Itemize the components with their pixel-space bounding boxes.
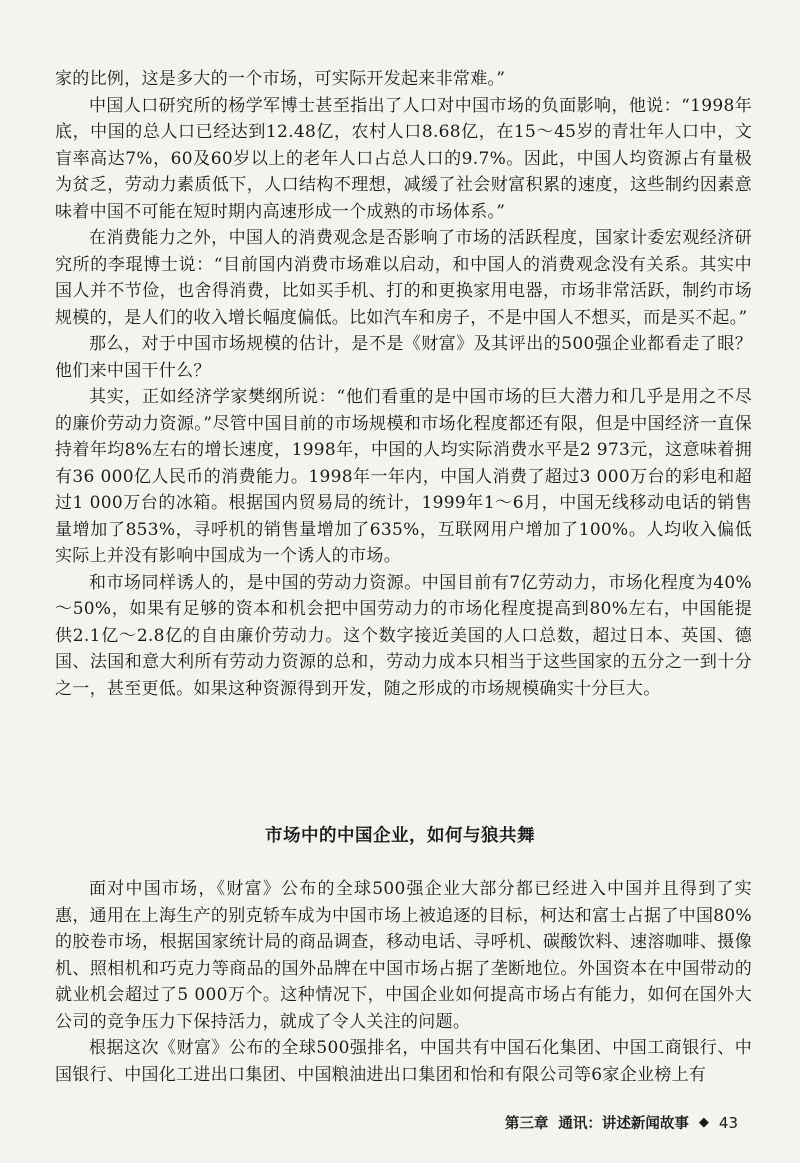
page-footer	[505, 1112, 738, 1133]
body-text-top	[55, 66, 752, 702]
paragraph-consumption-concept: 在消费能力之外，中国人的消费观念是否影响了市场的活跃程度，国家计委宏观经济研究所的李琨博士说：“目前国内消费市场难以启动，和中国人的消费观念没有关系。其实中国人并不节俭，也舍得消费，比如买手机、打的和更换家用电器，市场非常活跃，制约市场规模的，是人们的收入增长幅度偏低。比如汽车和房子，不是中国人不想买，而是买不起。”	[55, 228, 752, 328]
footer-section-title: 通讯：讲述新闻故事	[558, 1116, 689, 1132]
paragraph-economist-view: 其实，正如经济学家樊纲所说：“他们看重的是中国市场的巨大潜力和几乎是用之不尽的廉价劳动力资源。”尽管中国目前的市场规模和市场化程度都还有限，但是中国经济一直保持着年均8%左右的增长速度，1998年，中国的人均实际消费水平是2 973元，这意味着拥有36 000亿人民币的消费能力。1998年一年内，中国人消费了超过3 000万台的彩电和超过1 000万台的冰箱。根据国内贸易局的统计，1999年1～6月，中国无线移动电话的销售量增加了853%，寻呼机的销售量增加了635%，互联网用户增加了100%。人均收入偏低实际上并没有影响中国成为一个诱人的市场。	[55, 387, 752, 566]
body-text-bottom	[55, 876, 752, 1088]
paragraph-labor-resources: 和市场同样诱人的，是中国的劳动力资源。中国目前有7亿劳动力，市场化程度为40%～50%，如果有足够的资本和机会把中国劳动力的市场化程度提高到80%左右，中国能提供2.1亿～2.8亿的自由廉价劳动力。这个数字接近美国的人口总数，超过日本、英国、德国、法国和意大利所有劳动力资源的总和，劳动力成本只相当于这些国家的五分之一到十分之一，甚至更低。如果这种资源得到开发，随之形成的市场规模确实十分巨大。	[55, 572, 752, 699]
paragraph-population-impact: 中国人口研究所的杨学军博士甚至指出了人口对中国市场的负面影响，他说：“1998年底，中国的总人口已经达到12.48亿，农村人口8.68亿，在15～45岁的青壮年人口中，文盲率高达7%，60及60岁以上的老年人口占总人口的9.7%。因此，中国人均资源占有量极为贫乏，劳动力素质低下，人口结构不理想，减缓了社会财富积累的速度，这些制约因素意味着中国不可能在短时期内高速形成一个成熟的市场体系。”	[55, 95, 752, 222]
page-number: 43	[718, 1113, 738, 1132]
paragraph-market-estimate: 那么，对于中国市场规模的估计，是不是《财富》及其评出的500强企业都看走了眼？他们来中国干什么？	[55, 334, 752, 381]
footer-chapter: 第三章	[504, 1116, 549, 1132]
section-heading: 市场中的中国企业，如何与狼共舞	[265, 826, 535, 846]
paragraph-continuation: 家的比例，这是多大的一个市场，可实际开发起来非常难。”	[55, 69, 506, 89]
paragraph-foreign-companies: 面对中国市场，《财富》公布的全球500强企业大部分都已经进入中国并且得到了实惠，通用在上海生产的别克轿车成为中国市场上被追逐的目标，柯达和富士占据了中国80%的胶卷市场，根据国家统计局的商品调查，移动电话、寻呼机、碳酸饮料、速溶咖啡、摄像机、照相机和巧克力等商品的国外品牌在中国市场占据了垄断地位。外国资本在中国带动的就业机会超过了5 000万个。这种情况下，中国企业如何提高市场占有能力，如何在国外大公司的竞争压力下保持活力，就成了令人关注的问题。	[55, 879, 752, 1032]
diamond-icon: ◆	[698, 1115, 709, 1130]
paragraph-fortune-ranking: 根据这次《财富》公布的全球500强排名，中国共有中国石化集团、中国工商银行、中国银行、中国化工进出口集团、中国粮油进出口集团和怡和有限公司等6家企业榜上有	[55, 1038, 752, 1085]
